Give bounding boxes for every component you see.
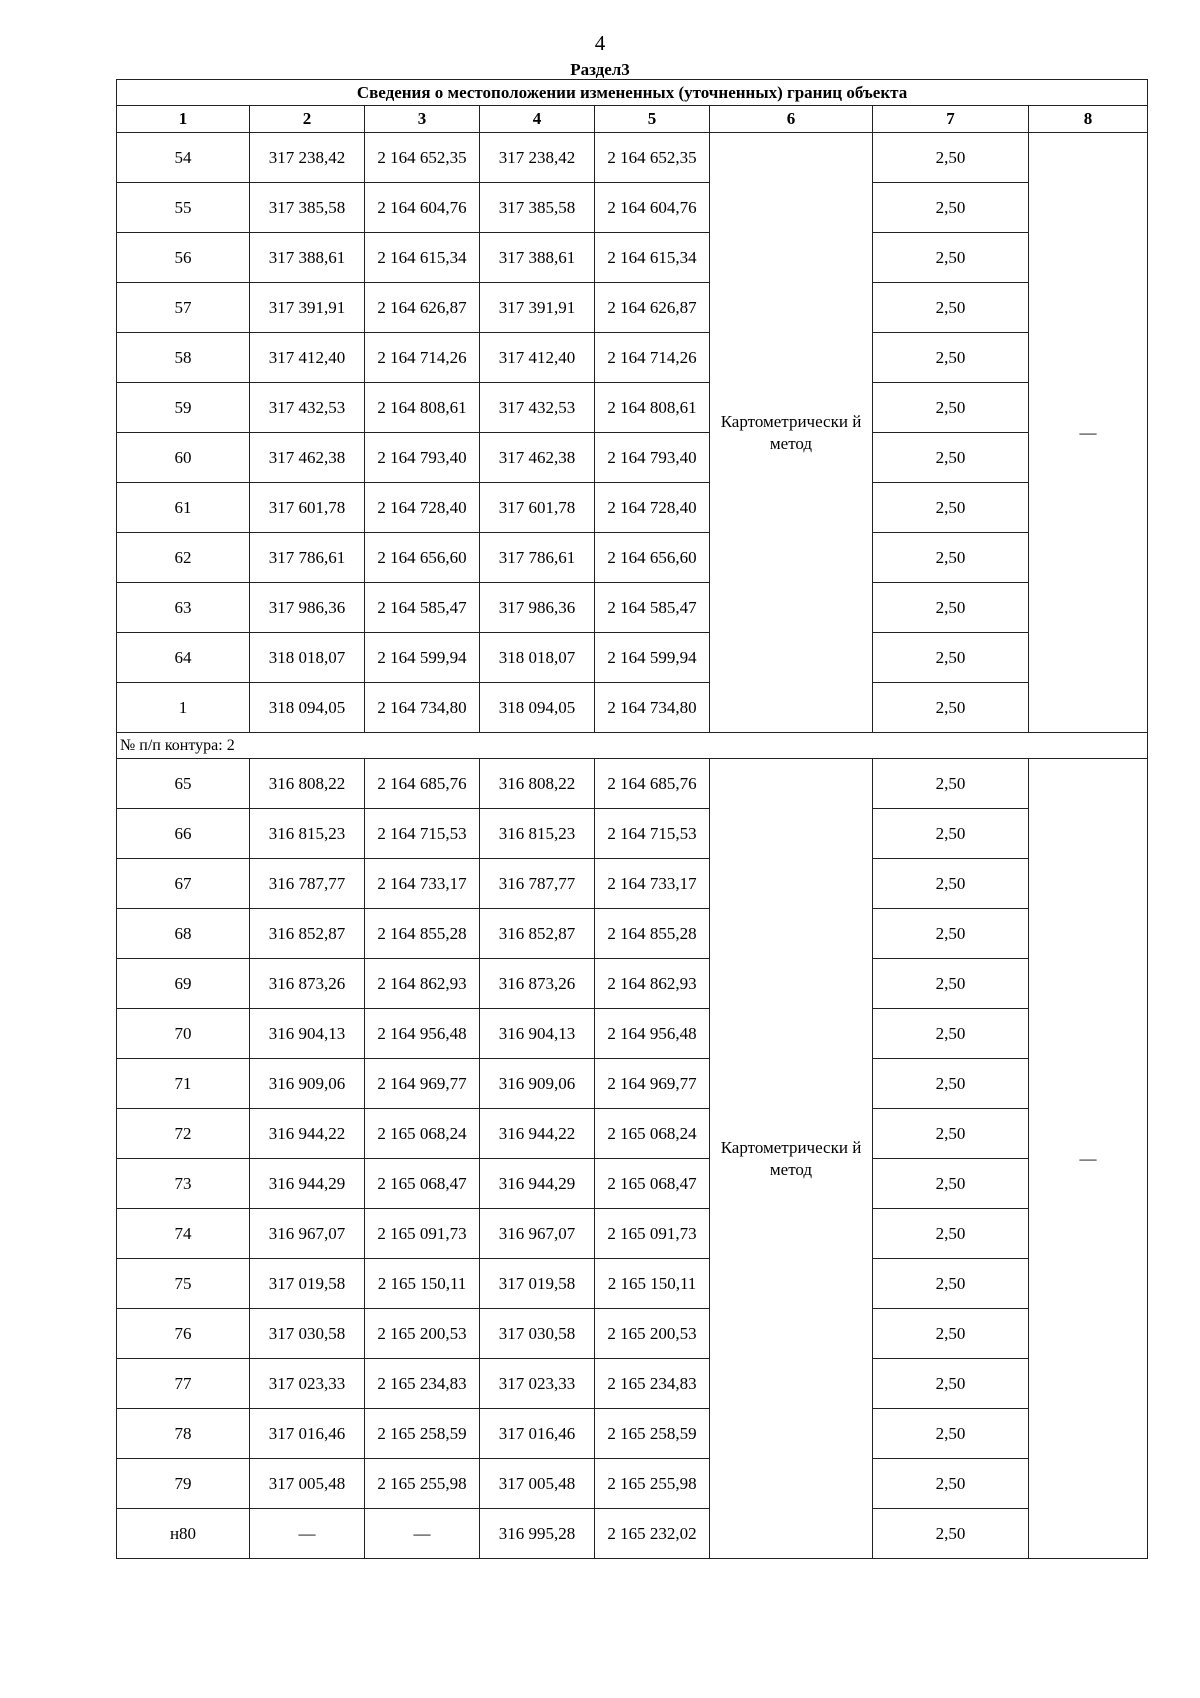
precision-cell: 2,50 [873,1009,1029,1059]
x-new-cell: 317 005,48 [480,1459,595,1509]
precision-cell: 2,50 [873,283,1029,333]
y-new-cell: 2 164 599,94 [595,633,710,683]
y-new-cell: 2 164 855,28 [595,909,710,959]
y-new-cell: 2 164 733,17 [595,859,710,909]
y-new-cell: 2 165 258,59 [595,1409,710,1459]
y-existing-cell: 2 164 793,40 [365,433,480,483]
table-row [117,1009,1148,1059]
x-new-cell: 317 016,46 [480,1409,595,1459]
precision-cell: 2,50 [873,233,1029,283]
table-row [117,959,1148,1009]
x-new-cell: 318 018,07 [480,633,595,683]
table-row [117,1159,1148,1209]
y-existing-cell: 2 165 200,53 [365,1309,480,1359]
table-row [117,583,1148,633]
y-new-cell: 2 165 068,24 [595,1109,710,1159]
y-new-cell: 2 164 969,77 [595,1059,710,1109]
column-number-header: 8 [1029,106,1148,133]
y-new-cell: 2 164 956,48 [595,1009,710,1059]
column-number-header: 2 [250,106,365,133]
x-existing-cell: 318 018,07 [250,633,365,683]
x-existing-cell: 317 601,78 [250,483,365,533]
x-existing-cell: 316 808,22 [250,759,365,809]
x-existing-cell: 317 030,58 [250,1309,365,1359]
precision-cell: 2,50 [873,383,1029,433]
precision-cell: 2,50 [873,959,1029,1009]
y-existing-cell: 2 164 685,76 [365,759,480,809]
y-new-cell: 2 164 714,26 [595,333,710,383]
point-number-cell: 74 [117,1209,250,1259]
precision-cell: 2,50 [873,859,1029,909]
precision-cell: 2,50 [873,633,1029,683]
x-new-cell: 316 852,87 [480,909,595,959]
y-new-cell: 2 165 232,02 [595,1509,710,1559]
precision-cell: 2,50 [873,533,1029,583]
y-new-cell: 2 165 068,47 [595,1159,710,1209]
coordinates-table [116,79,1148,1559]
precision-cell: 2,50 [873,809,1029,859]
x-existing-cell: 317 786,61 [250,533,365,583]
point-number-cell: 75 [117,1259,250,1309]
table-row [117,483,1148,533]
y-existing-cell: 2 164 615,34 [365,233,480,283]
precision-cell: 2,50 [873,1409,1029,1459]
point-number-cell: 1 [117,683,250,733]
y-existing-cell: 2 164 728,40 [365,483,480,533]
y-existing-cell: 2 164 604,76 [365,183,480,233]
point-number-cell: 71 [117,1059,250,1109]
y-existing-cell: 2 165 068,47 [365,1159,480,1209]
x-existing-cell: 316 852,87 [250,909,365,959]
point-number-cell: 63 [117,583,250,633]
column-number-header: 1 [117,106,250,133]
precision-cell: 2,50 [873,909,1029,959]
x-existing-cell: 317 412,40 [250,333,365,383]
x-existing-cell: 316 967,07 [250,1209,365,1259]
table-row [117,1409,1148,1459]
y-new-cell: 2 164 734,80 [595,683,710,733]
x-new-cell: 317 388,61 [480,233,595,283]
x-existing-cell: 316 873,26 [250,959,365,1009]
precision-cell: 2,50 [873,1159,1029,1209]
precision-cell: 2,50 [873,133,1029,183]
table-row [117,383,1148,433]
precision-cell: 2,50 [873,483,1029,533]
x-existing-cell: 316 944,22 [250,1109,365,1159]
y-existing-cell: 2 165 068,24 [365,1109,480,1159]
table-row [117,183,1148,233]
y-new-cell: 2 164 793,40 [595,433,710,483]
table-row [117,1059,1148,1109]
point-number-cell: 55 [117,183,250,233]
x-existing-cell: 318 094,05 [250,683,365,733]
y-existing-cell: 2 164 969,77 [365,1059,480,1109]
x-existing-cell: 317 986,36 [250,583,365,633]
x-new-cell: 316 944,22 [480,1109,595,1159]
method-cell: Картометрически й метод [710,759,873,1559]
x-new-cell: 317 023,33 [480,1359,595,1409]
y-existing-cell: 2 165 091,73 [365,1209,480,1259]
column-number-header: 7 [873,106,1029,133]
y-new-cell: 2 164 715,53 [595,809,710,859]
table-row [117,633,1148,683]
x-new-cell: 317 030,58 [480,1309,595,1359]
point-number-cell: 61 [117,483,250,533]
y-existing-cell: 2 164 652,35 [365,133,480,183]
x-new-cell: 317 986,36 [480,583,595,633]
point-number-cell: 77 [117,1359,250,1409]
x-new-cell: 316 873,26 [480,959,595,1009]
y-new-cell: 2 165 091,73 [595,1209,710,1259]
page-number: 4 [594,31,606,55]
y-new-cell: 2 164 604,76 [595,183,710,233]
precision-cell: 2,50 [873,1359,1029,1409]
y-existing-cell: 2 164 808,61 [365,383,480,433]
table-row [117,1109,1148,1159]
precision-cell: 2,50 [873,583,1029,633]
table-row [117,433,1148,483]
y-existing-cell: 2 164 599,94 [365,633,480,683]
x-existing-cell: 317 391,91 [250,283,365,333]
x-existing-cell: 316 904,13 [250,1009,365,1059]
x-existing-cell: 317 016,46 [250,1409,365,1459]
y-new-cell: 2 164 728,40 [595,483,710,533]
precision-cell: 2,50 [873,759,1029,809]
x-new-cell: 316 815,23 [480,809,595,859]
table-row [117,1309,1148,1359]
y-new-cell: 2 165 255,98 [595,1459,710,1509]
table-row [117,333,1148,383]
column-8-cell: — [1029,759,1148,1559]
precision-cell: 2,50 [873,1259,1029,1309]
table-row [117,1259,1148,1309]
y-new-cell: 2 164 585,47 [595,583,710,633]
point-number-cell: 70 [117,1009,250,1059]
x-new-cell: 317 601,78 [480,483,595,533]
column-number-header: 3 [365,106,480,133]
column-number-header: 4 [480,106,595,133]
x-new-cell: 317 238,42 [480,133,595,183]
x-existing-cell: 317 432,53 [250,383,365,433]
y-existing-cell: 2 164 656,60 [365,533,480,583]
y-existing-cell: 2 165 234,83 [365,1359,480,1409]
table-row [117,1509,1148,1559]
x-new-cell: 316 909,06 [480,1059,595,1109]
y-new-cell: 2 164 808,61 [595,383,710,433]
contour-label: № п/п контура: 2 [117,733,1148,759]
y-existing-cell: 2 164 585,47 [365,583,480,633]
x-new-cell: 316 967,07 [480,1209,595,1259]
y-existing-cell: 2 164 715,53 [365,809,480,859]
precision-cell: 2,50 [873,1509,1029,1559]
x-existing-cell: 316 909,06 [250,1059,365,1109]
y-existing-cell: 2 164 734,80 [365,683,480,733]
x-new-cell: 316 787,77 [480,859,595,909]
x-new-cell: 317 019,58 [480,1259,595,1309]
point-number-cell: 62 [117,533,250,583]
column-number-header: 6 [710,106,873,133]
precision-cell: 2,50 [873,333,1029,383]
point-number-cell: 73 [117,1159,250,1209]
y-new-cell: 2 164 626,87 [595,283,710,333]
point-number-cell: 68 [117,909,250,959]
x-new-cell: 317 391,91 [480,283,595,333]
precision-cell: 2,50 [873,1109,1029,1159]
x-existing-cell: — [250,1509,365,1559]
table-row [117,909,1148,959]
x-new-cell: 317 786,61 [480,533,595,583]
precision-cell: 2,50 [873,433,1029,483]
x-existing-cell: 317 385,58 [250,183,365,233]
point-number-cell: 78 [117,1409,250,1459]
point-number-cell: 72 [117,1109,250,1159]
method-cell: Картометрически й метод [710,133,873,733]
x-existing-cell: 317 023,33 [250,1359,365,1409]
table-row [117,133,1148,183]
point-number-cell: 65 [117,759,250,809]
precision-cell: 2,50 [873,1059,1029,1109]
section-title: Раздел3 [570,60,630,79]
x-new-cell: 316 808,22 [480,759,595,809]
x-existing-cell: 317 005,48 [250,1459,365,1509]
precision-cell: 2,50 [873,683,1029,733]
y-existing-cell: 2 165 150,11 [365,1259,480,1309]
y-new-cell: 2 164 656,60 [595,533,710,583]
y-new-cell: 2 165 234,83 [595,1359,710,1409]
x-existing-cell: 317 388,61 [250,233,365,283]
y-existing-cell: 2 164 855,28 [365,909,480,959]
table-row [117,233,1148,283]
point-number-cell: н80 [117,1509,250,1559]
point-number-cell: 79 [117,1459,250,1509]
y-existing-cell: 2 164 714,26 [365,333,480,383]
y-existing-cell: 2 165 258,59 [365,1409,480,1459]
precision-cell: 2,50 [873,1209,1029,1259]
y-existing-cell: 2 164 862,93 [365,959,480,1009]
y-new-cell: 2 165 150,11 [595,1259,710,1309]
point-number-cell: 64 [117,633,250,683]
x-new-cell: 316 944,29 [480,1159,595,1209]
y-new-cell: 2 164 862,93 [595,959,710,1009]
x-existing-cell: 317 462,38 [250,433,365,483]
table-row [117,859,1148,909]
point-number-cell: 67 [117,859,250,909]
x-new-cell: 316 995,28 [480,1509,595,1559]
x-existing-cell: 316 787,77 [250,859,365,909]
x-existing-cell: 317 238,42 [250,133,365,183]
table-row [117,759,1148,809]
y-existing-cell: 2 164 626,87 [365,283,480,333]
column-number-header: 5 [595,106,710,133]
table-body [117,133,1148,1559]
point-number-cell: 60 [117,433,250,483]
y-new-cell: 2 164 652,35 [595,133,710,183]
point-number-cell: 57 [117,283,250,333]
table-row [117,809,1148,859]
point-number-cell: 76 [117,1309,250,1359]
point-number-cell: 59 [117,383,250,433]
x-new-cell: 317 412,40 [480,333,595,383]
precision-cell: 2,50 [873,1309,1029,1359]
column-8-cell: — [1029,133,1148,733]
y-existing-cell: 2 165 255,98 [365,1459,480,1509]
table-row [117,533,1148,583]
x-existing-cell: 316 944,29 [250,1159,365,1209]
x-new-cell: 317 462,38 [480,433,595,483]
table-row [117,1209,1148,1259]
point-number-cell: 69 [117,959,250,1009]
x-new-cell: 317 432,53 [480,383,595,433]
table-row [117,1359,1148,1409]
x-existing-cell: 317 019,58 [250,1259,365,1309]
y-new-cell: 2 165 200,53 [595,1309,710,1359]
x-existing-cell: 316 815,23 [250,809,365,859]
x-new-cell: 316 904,13 [480,1009,595,1059]
y-new-cell: 2 164 685,76 [595,759,710,809]
point-number-cell: 66 [117,809,250,859]
y-existing-cell: 2 164 733,17 [365,859,480,909]
precision-cell: 2,50 [873,183,1029,233]
point-number-cell: 56 [117,233,250,283]
y-new-cell: 2 164 615,34 [595,233,710,283]
table-row [117,1459,1148,1509]
x-new-cell: 318 094,05 [480,683,595,733]
y-existing-cell: — [365,1509,480,1559]
contour-row [117,733,1148,759]
y-existing-cell: 2 164 956,48 [365,1009,480,1059]
table-title: Сведения о местоположении измененных (уточненных) границ объекта [117,80,1148,106]
table-row [117,683,1148,733]
point-number-cell: 58 [117,333,250,383]
precision-cell: 2,50 [873,1459,1029,1509]
point-number-cell: 54 [117,133,250,183]
x-new-cell: 317 385,58 [480,183,595,233]
table-row [117,283,1148,333]
